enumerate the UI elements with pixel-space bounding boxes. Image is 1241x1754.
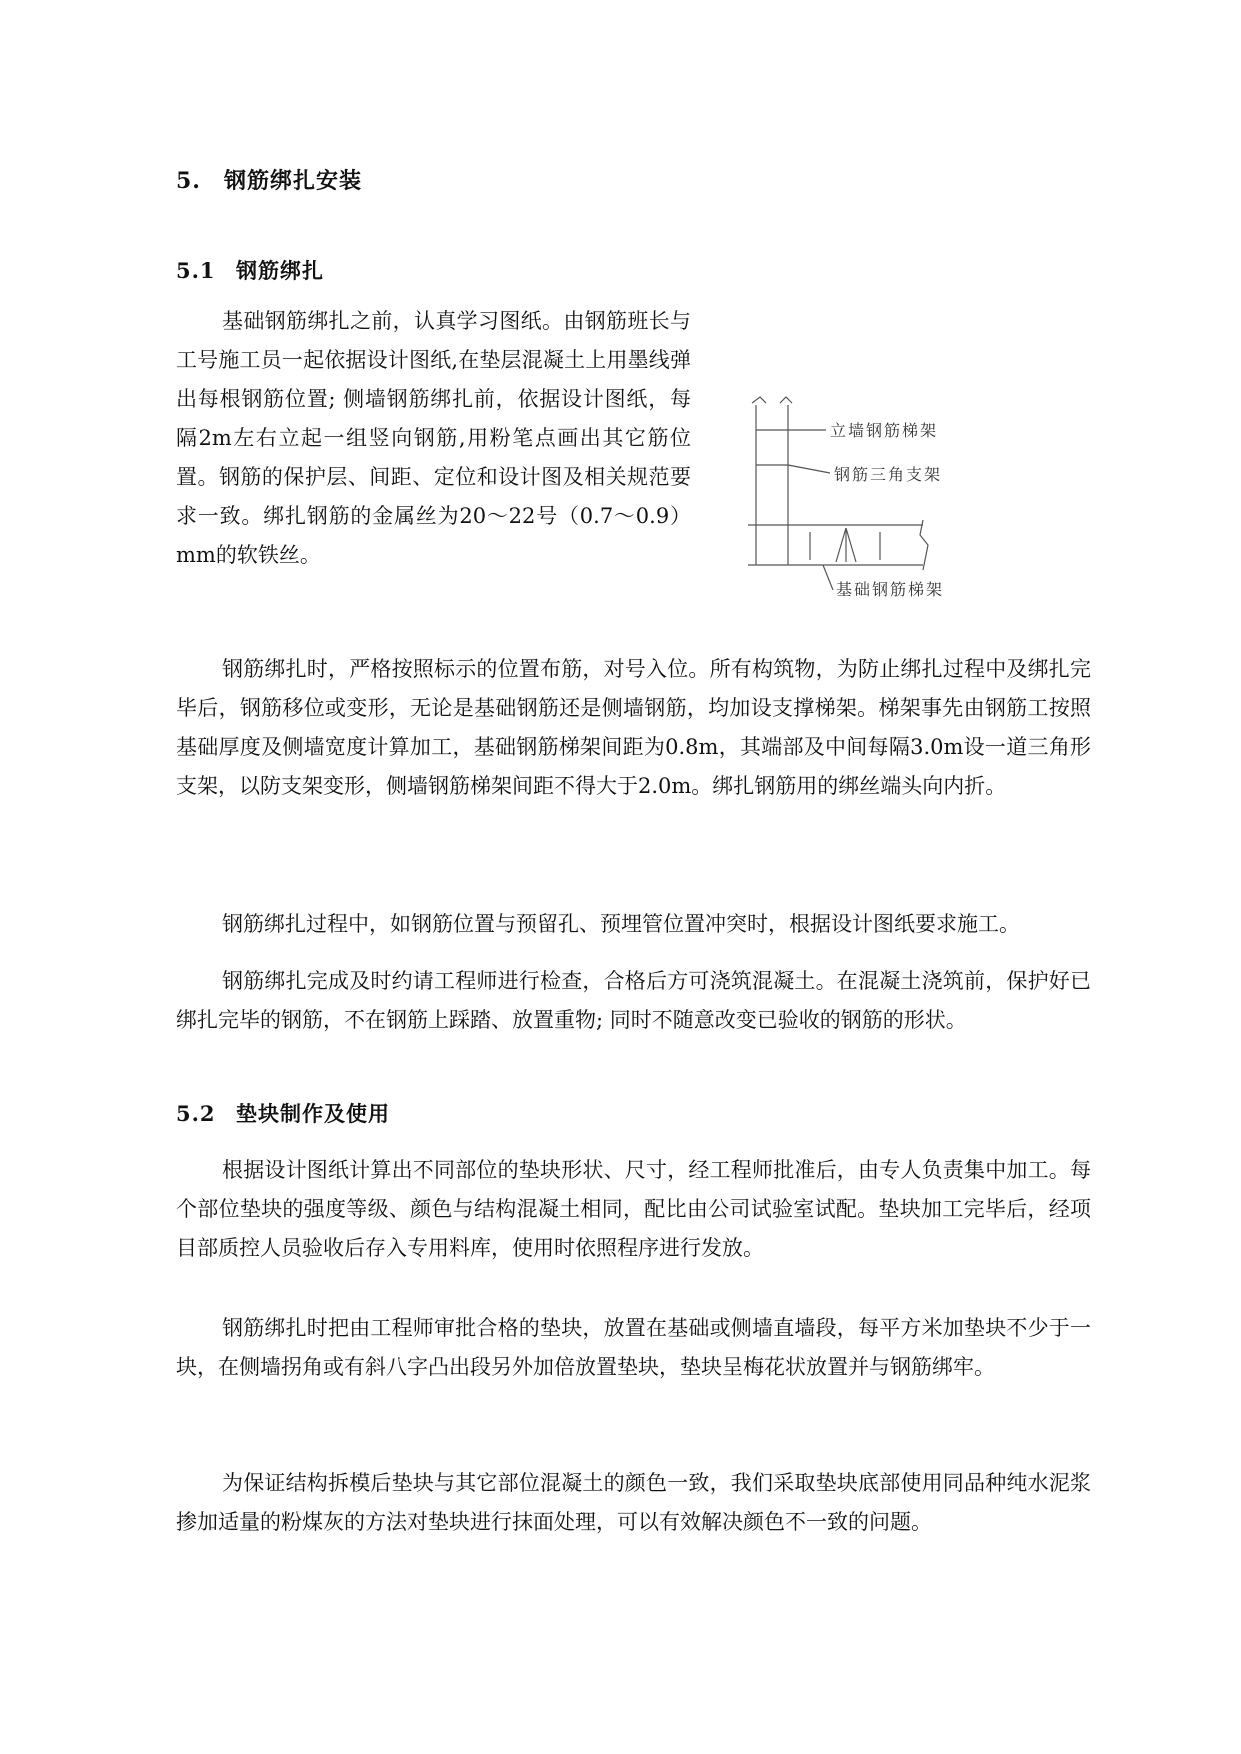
subsection-heading-5-1 <box>176 255 324 285</box>
paragraph: 钢筋绑扎时，严格按照标示的位置布筋，对号入位。所有构筑物，为防止绑扎过程中及绑扎完毕后，钢筋移位或变形，无论是基础钢筋还是侧墙钢筋，均加设支撑梯架。梯架事先由钢筋工按照基础厚度及侧墙宽度计算加工，基础钢筋梯架间距为0.8m，其端部及中间每隔3.0m设一道三角形支架，以防支架变形，侧墙钢筋梯架间距不得大于2.0m。绑扎钢筋用的绑丝端头向内折。 <box>176 657 1091 798</box>
subsection-title: 钢筋绑扎 <box>236 258 324 283</box>
paragraph: 基础钢筋绑扎之前，认真学习图纸。由钢筋班长与工号施工员一起依据设计图纸,在垫层混凝土上用墨线弹出每根钢筋位置; 侧墙钢筋绑扎前，依据设计图纸，每隔2m左右立起一组竖向钢筋,用粉笔点画出其它筋位置。钢筋的保护层、间距、定位和设计图及相关规范要求一致。绑扎钢筋的金属丝为20～22号（0.7～0.9）mm的软铁丝。 <box>176 309 691 567</box>
label-base-ladder: 基础钢筋梯架 <box>836 580 945 599</box>
subsection-title: 垫块制作及使用 <box>236 1101 390 1126</box>
paragraph: 钢筋绑扎时把由工程师审批合格的垫块，放置在基础或侧墙直墙段，每平方米加垫块不少于一块，在侧墙拐角或有斜八字凸出段另外加倍放置垫块，垫块呈梅花状放置并与钢筋绑牢。 <box>176 1316 1091 1379</box>
label-triangle-support: 钢筋三角支架 <box>834 465 943 484</box>
subsection-number: 5.1 <box>176 258 216 283</box>
section-heading <box>176 164 362 195</box>
subsection-number: 5.2 <box>176 1101 216 1126</box>
paragraph: 根据设计图纸计算出不同部位的垫块形状、尺寸，经工程师批准后，由专人负责集中加工。每个部位垫块的强度等级、颜色与结构混凝土相同，配比由公司试验室试配。垫块加工完毕后，经项目部质控人员验收后存入专用料库，使用时依照程序进行发放。 <box>176 1158 1091 1260</box>
paragraph: 钢筋绑扎完成及时约请工程师进行检查，合格后方可浇筑混凝土。在混凝土浇筑前，保护好已绑扎完毕的钢筋，不在钢筋上踩踏、放置重物; 同时不随意改变已验收的钢筋的形状。 <box>176 969 1091 1032</box>
subsection-heading-5-2 <box>176 1098 390 1128</box>
label-wall-ladder: 立墙钢筋梯架 <box>830 421 939 440</box>
paragraph: 钢筋绑扎过程中，如钢筋位置与预留孔、预埋管位置冲突时，根据设计图纸要求施工。 <box>222 912 1020 936</box>
section-title: 钢筋绑扎安装 <box>224 168 363 194</box>
rebar-support-diagram <box>748 395 978 625</box>
paragraph: 为保证结构拆模后垫块与其它部位混凝土的颜色一致，我们采取垫块底部使用同品种纯水泥浆掺加适量的粉煤灰的方法对垫块进行抹面处理，可以有效解决颜色不一致的问题。 <box>176 1471 1091 1534</box>
section-number: 5. <box>176 168 201 194</box>
